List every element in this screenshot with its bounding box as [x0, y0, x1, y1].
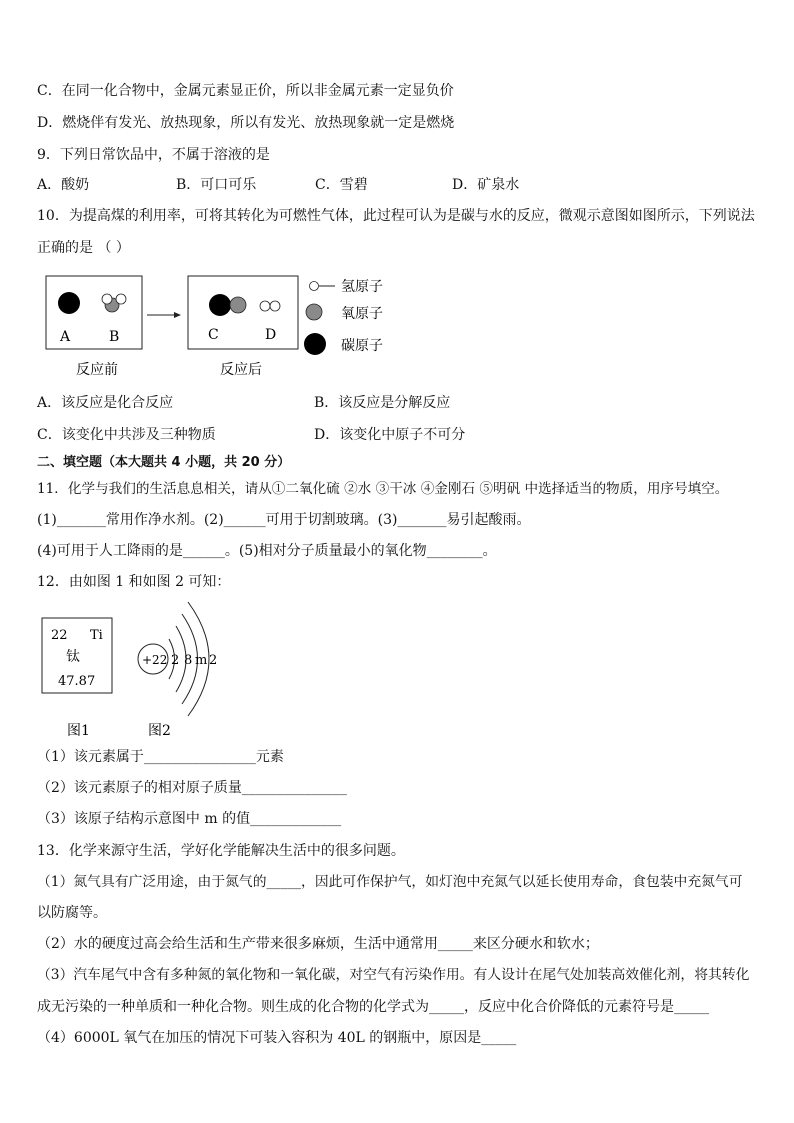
hydrogen-atom-b2: [116, 294, 126, 304]
atomic-number: 22: [51, 628, 68, 643]
q12-figures: [38, 600, 238, 745]
q13-sub4: （4）6000L 氧气在加压的情况下可装入容积为 40L 的钢瓶中，原因是_____: [37, 1030, 517, 1046]
legend-oxygen: 氧原子: [341, 306, 383, 322]
shell-2-count: 8: [184, 653, 193, 668]
q11-line2: (4)可用于人工降雨的是______。(5)相对分子质量最小的氧化物________。: [37, 543, 497, 559]
label-d: D: [265, 327, 277, 343]
q9-option-d: D．矿泉水: [452, 177, 520, 193]
carbon-atom-c: [209, 294, 231, 316]
q12-stem: 12．由如图 1 和如图 2 可知：: [37, 574, 231, 590]
q8-option-d: D．燃烧伴有发光、放热现象，所以有发光、放热现象就一定是燃烧: [37, 115, 455, 131]
element-name: 钛: [66, 649, 80, 665]
fig1-caption: 图1: [67, 723, 90, 739]
caption-after: 反应后: [220, 362, 262, 378]
element-symbol: Ti: [90, 628, 103, 643]
q10-option-d: D．该变化中原子不可分: [314, 427, 466, 443]
q13-sub1-line1: （1）氮气具有广泛用途，由于氮气的_____，因此可作保护气，如灯泡中充氮气以延长使用寿命，食包装中充氮气可: [37, 874, 743, 890]
hydrogen-atom-d1: [260, 301, 270, 311]
q13-sub3-line1: （3）汽车尾气中含有多种氮的氧化物和一氧化碳，对空气有污染作用。有人设计在尾气处加装高效催化剂，将其转化: [37, 967, 750, 983]
reaction-diagram: [40, 270, 400, 385]
label-b: B: [109, 329, 120, 345]
q9-option-a: A．酸奶: [37, 177, 90, 193]
q9-option-b: B．可口可乐: [176, 177, 257, 193]
q12-sub3: （3）该原子结构示意图中 m 的值_____________: [37, 811, 342, 827]
section-title: 二、填空题（本大题共 4 小题，共 20 分）: [37, 455, 291, 470]
atomic-mass: 47.87: [58, 674, 96, 689]
q12-sub1: （1）该元素属于________________元素: [37, 749, 284, 765]
q13-sub2: （2）水的硬度过高会给生活和生产带来很多麻烦，生活中通常用_____来区分硬水和软水；: [37, 936, 599, 952]
q9-option-c: C．雪碧: [315, 177, 368, 193]
hydrogen-atom-d2: [270, 301, 280, 311]
label-c: C: [208, 327, 219, 343]
q9-stem: 9．下列日常饮品中，不属于溶液的是: [37, 147, 270, 163]
carbon-atom-a: [58, 292, 80, 314]
shell-3-count: m: [195, 653, 208, 668]
legend-carbon-icon: [304, 333, 326, 355]
q12-sub2: （2）该元素原子的相对原子质量_______________: [37, 780, 347, 796]
q10-stem-line1: 10．为提高煤的利用率，可将其转化为可燃性气体，此过程可认为是碳与水的反应，微观示意图如图所示，下列说法: [37, 208, 755, 224]
caption-before: 反应前: [76, 362, 118, 378]
q10-option-a: A．该反应是化合反应: [37, 395, 174, 411]
nucleus-charge: +22: [142, 653, 168, 667]
q8-option-c: C．在同一化合物中，金属元素显正价，所以非金属元素一定显负价: [37, 83, 454, 99]
legend-hydrogen: 氢原子: [341, 279, 383, 295]
q11-stem: 11．化学与我们的生活息息相关，请从①二氧化硫 ②水 ③干冰 ④金刚石 ⑤明矾 中选择适当的物质，用序号填空。: [37, 481, 729, 497]
q10-option-b: B．该反应是分解反应: [314, 395, 451, 411]
q13-sub3-line2: 成无污染的一种单质和一种化合物。则生成的化合物的化学式为_____，反应中化合价降低的元素符号是_____: [37, 999, 709, 1015]
q13-sub1-line2: 以防腐等。: [37, 905, 107, 921]
q10-option-c: C．该变化中共涉及三种物质: [37, 427, 216, 443]
legend-carbon: 碳原子: [341, 338, 383, 354]
hydrogen-atom-b1: [102, 294, 112, 304]
after-box: [188, 276, 298, 349]
fig2-caption: 图2: [148, 723, 171, 739]
label-a: A: [60, 329, 71, 345]
oxygen-atom-c: [230, 297, 246, 313]
legend-oxygen-icon: [306, 304, 322, 320]
shell-1-count: 2: [171, 653, 180, 668]
q10-stem-line2: 正确的是 （ ）: [37, 240, 130, 256]
q11-line1: (1)_______常用作净水剂。(2)______可用于切割玻璃。(3)_______易引起酸雨。: [37, 512, 531, 528]
arrow-head-icon: [174, 312, 181, 318]
legend-hydrogen-icon: [310, 282, 319, 291]
q13-stem: 13．化学来源守生活，学好化学能解决生活中的很多问题。: [37, 843, 405, 859]
shell-4-count: 2: [209, 653, 218, 668]
